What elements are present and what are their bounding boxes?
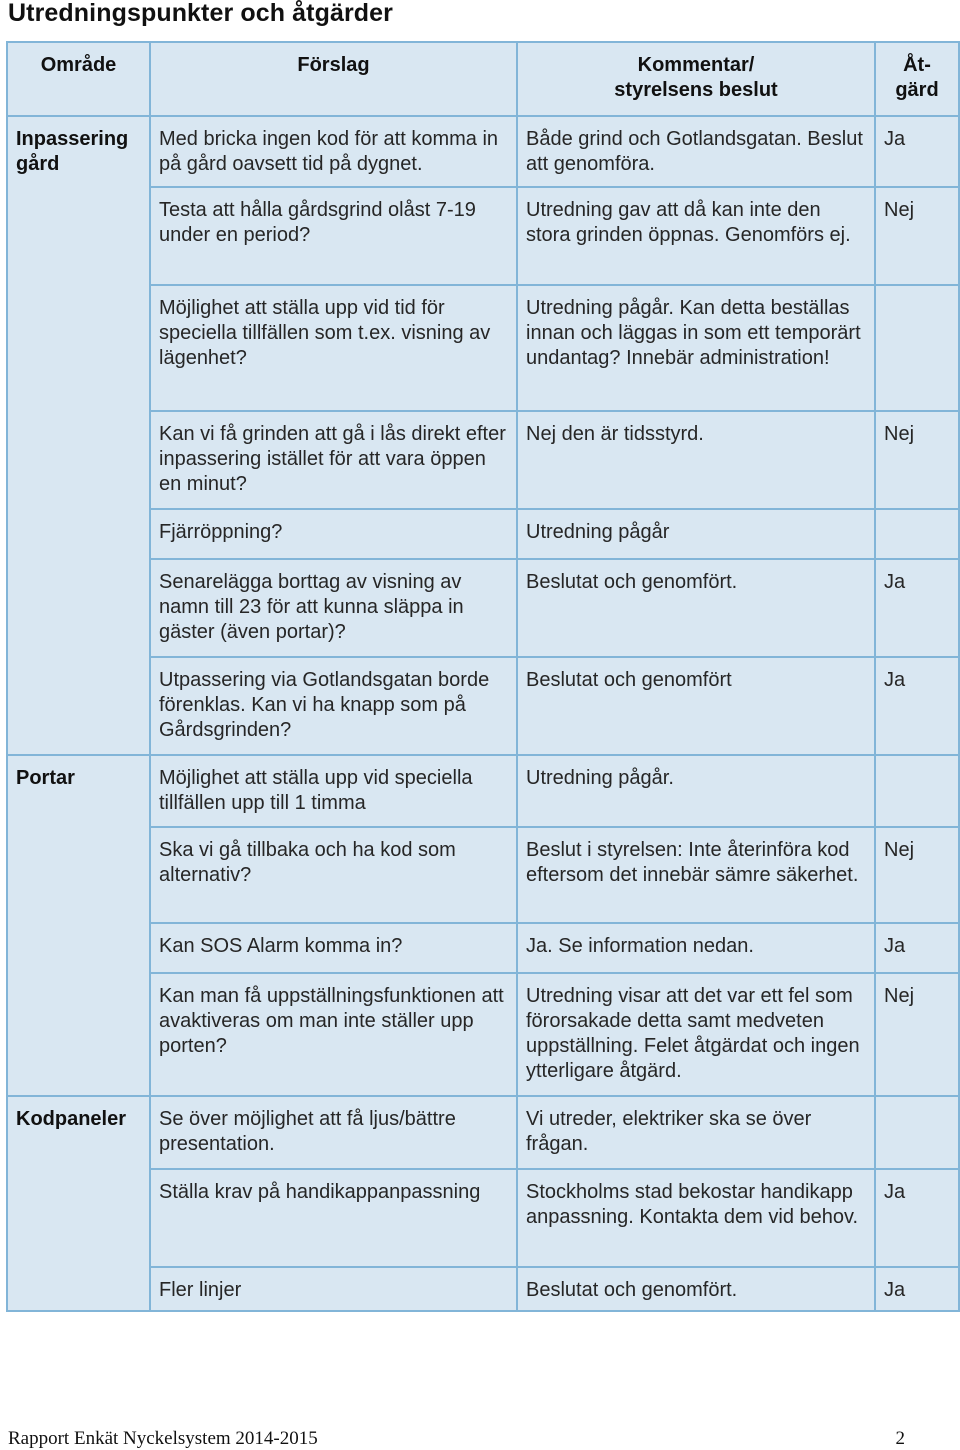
action-cell: Ja [875,116,959,187]
footer-page-number: 2 [895,1428,905,1449]
suggestion-cell: Möjlighet att ställa upp vid speciella tillfällen upp till 1 timma [150,755,517,827]
table-row [7,973,959,1096]
action-cell: Ja [875,1169,959,1267]
action-cell: Nej [875,187,959,285]
comment-cell: Stockholms stad bekostar handikapp anpassning. Kontakta dem vid behov. [517,1169,875,1267]
area-cell [7,1267,150,1311]
table-row [7,559,959,657]
table-row [7,755,959,827]
action-cell: Ja [875,559,959,657]
action-cell [875,755,959,827]
suggestion-cell: Med bricka ingen kod för att komma in på gård oavsett tid på dygnet. [150,116,517,187]
table-row [7,923,959,973]
table-row [7,187,959,285]
action-cell: Ja [875,923,959,973]
suggestion-cell: Utpassering via Gotlandsgatan borde förenklas. Kan vi ha knapp som på Gårdsgrinden? [150,657,517,755]
comment-cell: Utredning pågår. [517,755,875,827]
comment-cell: Utredning pågår [517,509,875,559]
action-cell [875,285,959,411]
suggestion-cell: Testa att hålla gårdsgrind olåst 7-19 under en period? [150,187,517,285]
suggestion-cell: Kan SOS Alarm komma in? [150,923,517,973]
comment-cell: Beslutat och genomfört [517,657,875,755]
suggestion-cell: Möjlighet att ställa upp vid tid för speciella tillfällen som t.ex. visning av lägenhet? [150,285,517,411]
suggestion-cell: Kan man få uppställningsfunktionen att avaktiveras om man inte ställer upp porten? [150,973,517,1096]
area-cell [7,1169,150,1267]
comment-cell: Beslut i styrelsen: Inte återinföra kod eftersom det innebär sämre säkerhet. [517,827,875,923]
area-cell: Portar [7,755,150,827]
table-row [7,827,959,923]
table-row [7,509,959,559]
header-area: Område [7,42,150,116]
suggestion-cell: Fjärröppning? [150,509,517,559]
action-cell [875,1096,959,1169]
header-comment: Kommentar/ styrelsens beslut [517,42,875,116]
comment-cell: Utredning pågår. Kan detta beställas innan och läggas in som ett temporärt undantag? Innebär administration! [517,285,875,411]
action-cell: Nej [875,973,959,1096]
area-cell [7,411,150,509]
table-row [7,411,959,509]
suggestion-cell: Senarelägga borttag av visning av namn till 23 för att kunna släppa in gäster (även portar)? [150,559,517,657]
table-row [7,1169,959,1267]
action-cell: Nej [875,827,959,923]
suggestion-cell: Se över möjlighet att få ljus/bättre presentation. [150,1096,517,1169]
area-cell [7,657,150,755]
area-cell: Inpassering gård [7,116,150,187]
table-row [7,1096,959,1169]
area-cell [7,973,150,1096]
table-row [7,657,959,755]
footer-report-title: Rapport Enkät Nyckelsystem 2014-2015 [8,1428,318,1449]
comment-cell: Utredning visar att det var ett fel som förorsakade detta samt medveten uppställning. Felet åtgärdat och ingen ytterligare åtgärd. [517,973,875,1096]
suggestion-cell: Ställa krav på handikappanpassning [150,1169,517,1267]
area-cell [7,285,150,411]
suggestion-cell: Kan vi få grinden att gå i lås direkt efter inpassering istället för att vara öppen en minut? [150,411,517,509]
measures-table [6,41,960,1312]
comment-cell: Ja. Se information nedan. [517,923,875,973]
area-cell [7,509,150,559]
header-suggestion: Förslag [150,42,517,116]
area-cell [7,923,150,973]
comment-cell: Nej den är tidsstyrd. [517,411,875,509]
area-cell [7,559,150,657]
suggestion-cell: Fler linjer [150,1267,517,1311]
comment-cell: Beslutat och genomfört. [517,1267,875,1311]
area-cell [7,827,150,923]
page-title: Utredningspunkter och åtgärder [8,0,393,27]
area-cell: Kodpaneler [7,1096,150,1169]
table-row [7,116,959,187]
table-row [7,285,959,411]
table-header-row [7,42,959,116]
action-cell: Nej [875,411,959,509]
action-cell [875,509,959,559]
area-cell [7,187,150,285]
comment-cell: Utredning gav att då kan inte den stora grinden öppnas. Genomförs ej. [517,187,875,285]
header-action: Åt- gärd [875,42,959,116]
comment-cell: Beslutat och genomfört. [517,559,875,657]
table-row [7,1267,959,1311]
comment-cell: Både grind och Gotlandsgatan. Beslut att genomföra. [517,116,875,187]
action-cell: Ja [875,1267,959,1311]
suggestion-cell: Ska vi gå tillbaka och ha kod som alternativ? [150,827,517,923]
comment-cell: Vi utreder, elektriker ska se över frågan. [517,1096,875,1169]
action-cell: Ja [875,657,959,755]
